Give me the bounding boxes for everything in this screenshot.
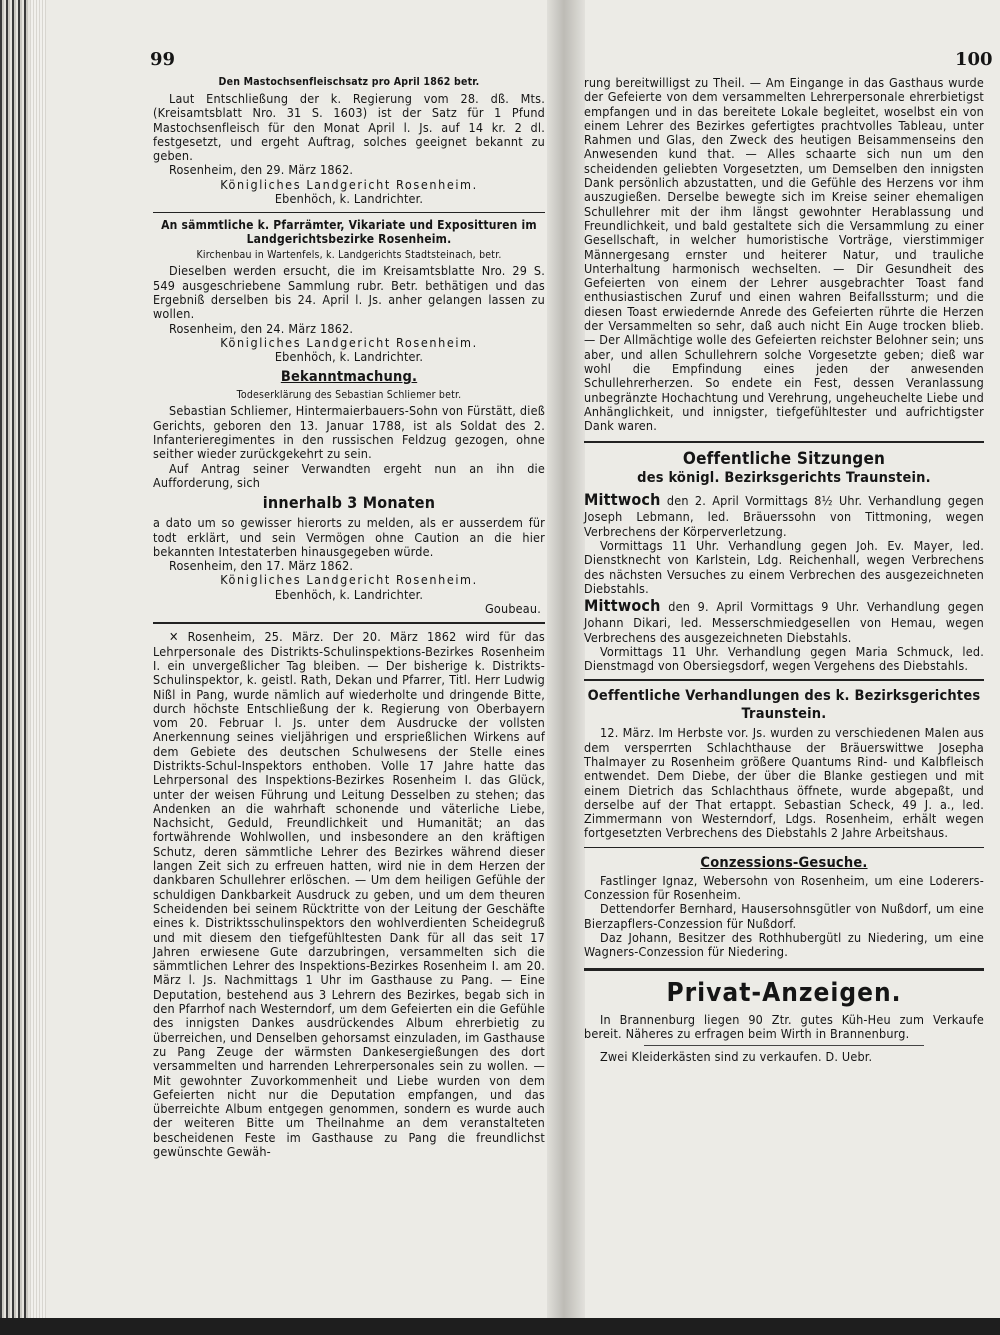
divider [584, 679, 984, 681]
mast-body: Laut Entschließung der k. Regierung vom 28. dß. Mts. (Kreisamtsblatt Nro. 31 S. 1603) ist der Satz für 1 Pfund Mastochsenfleisch für den Monat April l. Js. auf 14 kr. 2 dl. festgesetzt, und ergeht Auftrag, solches geeignet bekannt zu geben. [153, 91, 545, 164]
bekannt-body-2: Auf Antrag seiner Verwandten ergeht nun an ihn die Aufforderung, sich [153, 460, 545, 490]
sitz-title-2: des königl. Bezirksgerichts Traunstein. [637, 470, 931, 487]
mast-title: Den Mastochsenfleischsatz pro April 1862 betr. [218, 76, 480, 88]
privat-ad-2: Zwei Kleiderkästen sind zu verkaufen. D. Uebr. [600, 1049, 873, 1065]
divider [584, 847, 984, 848]
privat-ad-1: In Brannenburg liegen 90 Ztr. gutes Küh-Heu zum Verkaufe bereit. Näheres zu erfragen beim Wirth in Brannenburg. [584, 1011, 984, 1041]
left-column [153, 76, 545, 1159]
divider [584, 968, 984, 971]
sitz-title-1: Oeffentliche Sitzungen [682, 449, 886, 470]
bekannt-deadline: innerhalb 3 Monaten [262, 493, 436, 513]
verh-title: Oeffentliche Verhandlungen des k. Bezirksgerichtes Traunstein. [587, 688, 981, 723]
divider [153, 212, 545, 213]
page-edges [30, 0, 46, 1335]
sitz-entry-4: Vormittags 11 Uhr. Verhandlung gegen Maria Schmuck, led. Dienstmagd von Obersiegsdorf, wegen Vergehens des Diebstahls. [584, 643, 984, 674]
page-number-left: 99 [150, 49, 176, 70]
sitz-day-1: Mittwoch [584, 490, 661, 510]
page-bottom-edge [0, 1318, 1000, 1335]
article-rosenheim-continued: rung bereitwilligst zu Theil. — Am Eingange in das Gasthaus wurde der Gefeierte von dem versammelten Lehrerpersonale ehrerbietigst empfangen und in das bereitete Lokale begleitet, woselbst ein von einem Lehrer des Bezirkes gefertigtes prachtvolles Tableau, unter Rahmen und Glas, den Zweck des heutigen Beisammenseins den Anwesenden kund that. — Alles schaarte sich nun um den scheidenden geliebten Vorgesetzten, um Demselben den innigsten Dank persönlich abzustatten, und die Gefühle des Herzens vor ihm auszugießen. Derselbe bewegte sich im Kreise seiner ehemaligen Schullehrer mit der ihm längst gewohnter Herablassung und Freundlichkeit, und bald gestaltete sich die Versammlung zu einer Gesellschaft, in welcher humoristische Vorträge, vierstimmiger Männergesang ernster und heiterer Natur, und trauliche Unterhaltung harmonisch wechselten. — Dir Gesundheit des Gefeierten von einem der Lehrer ausgebrachter Toast fand enthusiastischen Zuruf und einen wahren Beifallssturm; und die diesen Toast erwiedernde Anrede des Gefeierten rührte die Herzen der Versammelten so sehr, daß auch nicht Ein Auge trocken blieb. — Der Allmächtige wolle des Gefeierten reichster Belohner sein; uns aber, und allen Schullehrern solche Vorgesetzte geben; dieß war wohl die Empfindung eines jeden der anwesenden Schullehrerherzen. So endete ein Fest, dessen Veranlassung unbegränzte Hochachtung und Verehrung, ungeheuchelte Liebe und Anhänglichkeit, und innigster, tiefgefühltester und aufrichtigster Dank waren. [584, 75, 984, 434]
bekannt-body-1: Sebastian Schliemer, Hintermaierbauers-Sohn von Fürstätt, dieß Gerichts, geboren den 13. Januar 1788, ist als Soldat des 2. Infanterieregimentes in den russischen Feldzug gezogen, ohne seither wieder zurückgekehrt zu sein. [153, 403, 545, 462]
bekannt-sign-judge: Ebenhöch, k. Landrichter. [274, 586, 424, 602]
bekannt-body-3: a dato um so gewisser hierorts zu melden, als er ausserdem für todt erklärt, und sein Vermögen ohne Caution an die hier bekannten Intestaterben hinausgegeben würde. [153, 515, 545, 559]
bekannt-place-date: Rosenheim, den 17. März 1862. [169, 558, 354, 574]
konz-entry-1: Fastlinger Ignaz, Webersohn von Rosenheim, um eine Loderers-Conzession für Rosenheim. [584, 872, 984, 903]
pfarr-body: Dieselben werden ersucht, die im Kreisamtsblatte Nro. 29 S. 549 ausgeschriebene Sammlung rubr. Betr. bethätigen und das Ergebniß derselben bis 24. April l. Js. anher gelangen lassen zu wollen. [153, 263, 545, 322]
bekannt-subtitle: Todeserklärung des Sebastian Schliemer betr. [236, 389, 462, 402]
bekannt-sign-clerk: Goubeau. [485, 601, 541, 617]
mast-sign-judge: Ebenhöch, k. Landrichter. [274, 191, 424, 207]
mast-place-date: Rosenheim, den 29. März 1862. [169, 162, 354, 178]
pfarr-title: An sämmtliche k. Pfarrämter, Vikariate und Expositturen im Landgerichtsbezirke Rosenheim. [161, 218, 537, 246]
bekannt-title: Bekanntmachung. [280, 369, 418, 386]
konz-entry-3: Daz Johann, Besitzer des Rothhubergütl zu Niedering, um eine Wagners-Conzession für Niedering. [584, 929, 984, 960]
sitz-day-2: Mittwoch [584, 596, 661, 616]
konz-title: Conzessions-Gesuche. [700, 854, 868, 871]
book-spine [0, 0, 30, 1335]
divider [153, 622, 545, 624]
sitz-entry-3: den 9. April Vormittags 9 Uhr. Verhandlung gegen Johann Dikari, led. Messerschmiedgesellen von Hemau, wegen Verbrechens des ausgezeichneten Diebstahls. [584, 599, 984, 645]
page-gutter [547, 0, 585, 1335]
pfarr-place-date: Rosenheim, den 24. März 1862. [169, 320, 354, 336]
pfarr-sign-court: Königliches Landgericht Rosenheim. [220, 334, 478, 350]
verh-body: 12. März. Im Herbste vor. Js. wurden zu verschiedenen Malen aus dem versperrten Schlachthause der Bräuerswittwe Josepha Thalmayer zu Rosenheim größere Quantums Rind- und Kalbfleisch entwendet. Dem Diebe, der über die Blanke gestiegen und mit einem Dietrich das Schlachthaus öffnete, wurde abgepaßt, und derselbe auf der That ertappt. Sebastian Scheck, 49 J. a., led. Zimmermann von Westerndorf, Ldgs. Rosenheim, erhält wegen fortgesetzten Verbrechens des Diebstahls 2 Jahre Arbeitshaus. [584, 725, 984, 841]
privat-title: Privat-Anzeigen. [666, 977, 902, 1008]
pfarr-subtitle: Kirchenbau in Wartenfels, k. Landgerichts Stadtsteinach, betr. [196, 249, 502, 262]
article-rosenheim: ✕ Rosenheim, 25. März. Der 20. März 1862 wird für das Lehrpersonale des Distrikts-Schulinspektions-Bezirkes Rosenheim I. ein unvergeßlicher Tag bleiben. — Der bisherige k. Distrikts-Schulinspektor, k. geistl. Rath, Dekan und Pfarrer, Titl. Herr Ludwig Nißl in Pang, wurde nämlich auf wiederholte und dringende Bitte, durch höchste Entschließung der k. Regierung von Oberbayern vom 20. Februar l. Js. unter dem Ausdrucke der vollsten Anerkennung seines vieljährigen und ersprießlichen Wirkens auf dem Gebiete des deutschen Schulwesens der Stelle eines Distrikts-Schul-Inspektors enthoben. Volle 17 Jahre hatte das Lehrpersonal des Inspektions-Bezirkes Rosenheim I. das Glück, unter der weisen Führung und Leitung Desselben zu stehen; das Andenken an die wahrhaft schonende und väterliche Liebe, Nachsicht, Geduld, Freundlichkeit und Humanität; an das fortwährende Wohlwollen, und insbesondere an den kräftigen Schutz, deren sämmtliche Lehrer des Bezirkes während dieser langen Zeit sich zu erfreuen hatten, wird nie in dem Herzen der dankbaren Schullehrer erlöschen. — Um dem heiligen Gefühle der schuldigen Dankbarkeit Ausdruck zu geben, und um dem theuren Scheidenden bei seinem Rücktritte von der Leitung der Geschäfte eines k. Distriktsschulinspektors den wohlverdienten Scheidegruß und mit diesem den tiefgefühltesten Dank für all das seit 17 Jahren erwiesene Gute darzubringen, versammelten sich die sämmtlichen Lehrer des Inspektions-Bezirkes Rosenheim I. am 20. März l. Js. Nachmittags 1 Uhr im Gasthause zu Pang. — Eine Deputation, bestehend aus 3 Lehrern des Bezirkes, begab sich in den Pfarrhof nach Westerndorf, um dem Gefeierten ein die Gefühle des innigsten Dankes ausdrückendes Album ehrerbietig zu überreichen, und Denselben gehorsamst einzuladen, im Gasthause zu Pang Zeuge der wärmsten Dankesergießungen des dort versammelten und harrenden Lehrerpersonales sein zu wollen. — Mit gewohnter Zuvorkommenheit und Liebe wurden von dem Gefeierten nicht nur die Deputation empfangen, und das überreichte Album entgegen genommen, sondern es wurde auch der weiteren Bitte um Theilnahme an dem veranstalteten bescheidenen Feste im Gasthause zu Pang die freundlichst gewünschte Gewäh- [153, 629, 545, 1159]
konz-entry-2: Dettendorfer Bernhard, Hausersohnsgütler von Nußdorf, um eine Bierzapflers-Conzession für Nußdorf. [584, 901, 984, 931]
right-column [584, 76, 984, 1064]
page-number-right: 100 [955, 49, 993, 70]
bekannt-sign-court: Königliches Landgericht Rosenheim. [220, 572, 478, 588]
mast-sign-court: Königliches Landgericht Rosenheim. [220, 176, 478, 192]
sitz-entry-2: Vormittags 11 Uhr. Verhandlung gegen Joh. Ev. Mayer, led. Dienstknecht von Karlstein, Ldg. Reichenhall, wegen Verbrechens des nächsten Versuches zu einem Verbrechen des ausgezeichneten Diebstahls. [584, 538, 984, 596]
divider [584, 441, 984, 443]
pfarr-sign-judge: Ebenhöch, k. Landrichter. [274, 349, 424, 365]
sitz-entry-1: den 2. April Vormittags 8½ Uhr. Verhandlung gegen Joseph Lebmann, led. Bräuerssohn von Tittmoning, wegen Verbrechens der Körperverletzung. [584, 493, 984, 539]
divider [644, 1045, 924, 1046]
